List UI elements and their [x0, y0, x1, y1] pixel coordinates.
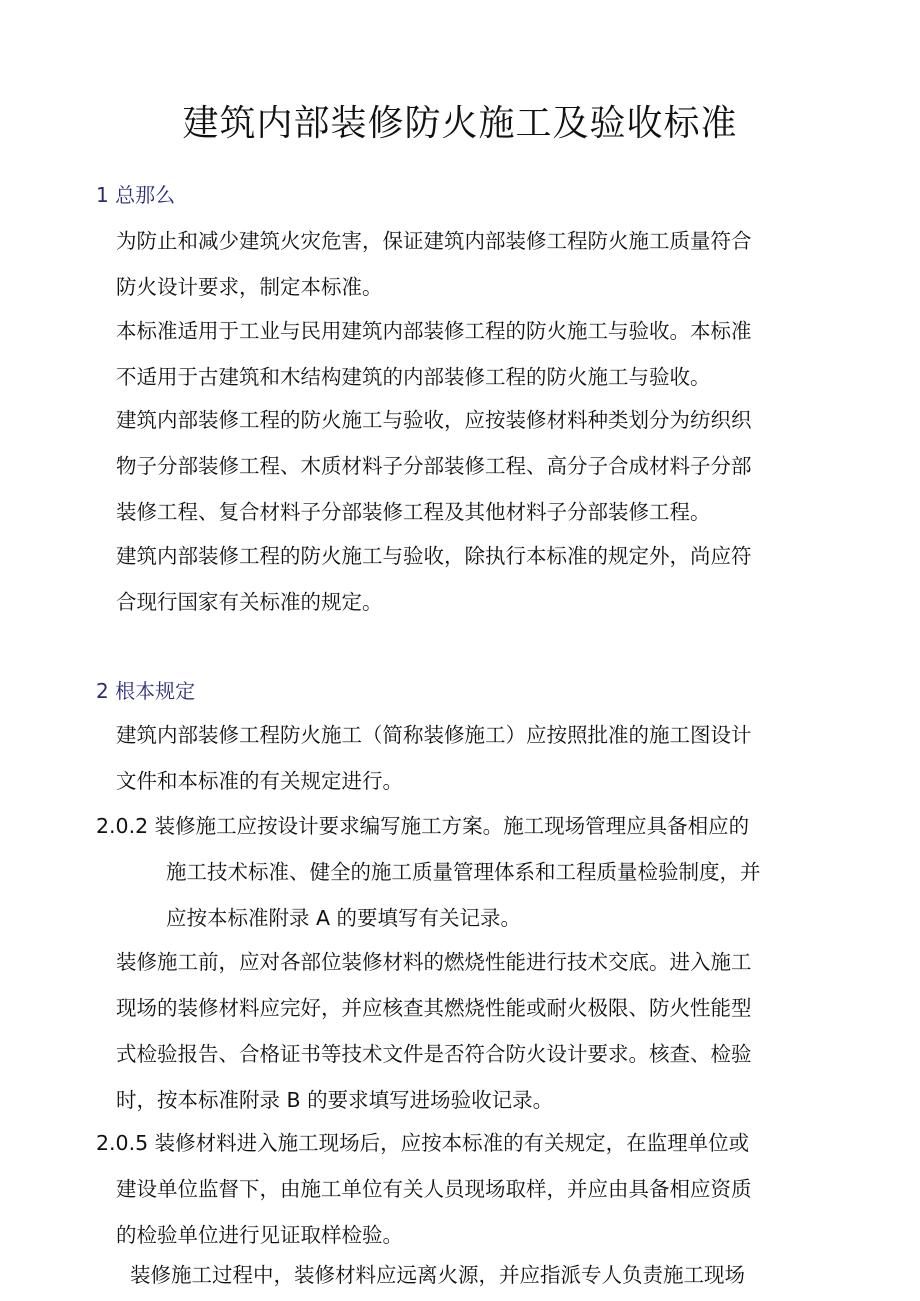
- paragraph-line: 文件和本标准的有关规定进行。: [116, 769, 403, 793]
- paragraph-line: 施工技术标准、健全的施工质量管理体系和工程质量检验制度，并: [166, 860, 761, 884]
- paragraph-line: 为防止和减少建筑火灾危害，保证建筑内部装修工程防火施工质量符合: [116, 229, 752, 253]
- section-heading-1: 1 总那么: [96, 183, 176, 207]
- paragraph-line: 建筑内部装修工程的防火施工与验收，除执行本标准的规定外，尚应符: [116, 544, 752, 568]
- paragraph-line: 本标准适用于工业与民用建筑内部装修工程的防火施工与验收。本标准: [116, 319, 752, 343]
- paragraph-line: 不适用于古建筑和木结构建筑的内部装修工程的防火施工与验收。: [116, 365, 711, 389]
- paragraph-line: 装修施工过程中，装修材料应远离火源，并应指派专人负责施工现场: [130, 1263, 745, 1287]
- paragraph-2-1: [116, 712, 840, 804]
- paragraph-line: 合现行国家有关标准的规定。: [116, 590, 383, 614]
- paragraph-2-4: [96, 1120, 840, 1258]
- paragraph-2-2: [96, 803, 840, 941]
- paragraph-line: 建筑内部装修工程的防火施工与验收，应按装修材料种类划分为纺织织: [116, 408, 752, 432]
- paragraph-2-3: [116, 939, 840, 1123]
- paragraph-2-5: [116, 1252, 840, 1298]
- paragraph-1-1: [116, 218, 840, 310]
- paragraph-line: 装修工程、复合材料子分部装修工程及其他材料子分部装修工程。: [116, 500, 711, 524]
- paragraph-line: 物子分部装修工程、木质材料子分部装修工程、高分子合成材料子分部: [116, 454, 752, 478]
- paragraph-1-2: [116, 308, 840, 400]
- paragraph-line: 应按本标准附录 A 的要填写有关记录。: [166, 906, 522, 930]
- paragraph-line: 2.0.2 装修施工应按设计要求编写施工方案。施工现场管理应具备相应的: [96, 814, 750, 838]
- section-heading-2: 2 根本规定: [96, 679, 196, 703]
- paragraph-line: 装修施工前，应对各部位装修材料的燃烧性能进行技术交底。进入施工: [116, 950, 752, 974]
- paragraph-line: 时，按本标准附录 B 的要求填写进场验收记录。: [116, 1088, 554, 1112]
- paragraph-line: 式检验报告、合格证书等技术文件是否符合防火设计要求。核查、检验: [116, 1042, 752, 1066]
- paragraph-line: 建设单位监督下，由施工单位有关人员现场取样，并应由具备相应资质: [116, 1177, 752, 1201]
- paragraph-1-4: [116, 533, 840, 625]
- paragraph-line: 的检验单位进行见证取样检验。: [116, 1223, 403, 1247]
- document-title: 建筑内部装修防火施工及验收标准: [182, 103, 738, 144]
- paragraph-line: 现场的装修材料应完好，并应核查其燃烧性能或耐火极限、防火性能型: [116, 996, 752, 1020]
- paragraph-line: 建筑内部装修工程防火施工（简称装修施工）应按照批准的施工图设计: [116, 723, 752, 747]
- paragraph-line: 2.0.5 装修材料进入施工现场后，应按本标准的有关规定，在监理单位或: [96, 1131, 750, 1155]
- paragraph-line: 防火设计要求，制定本标准。: [116, 275, 383, 299]
- paragraph-1-3: [116, 397, 840, 535]
